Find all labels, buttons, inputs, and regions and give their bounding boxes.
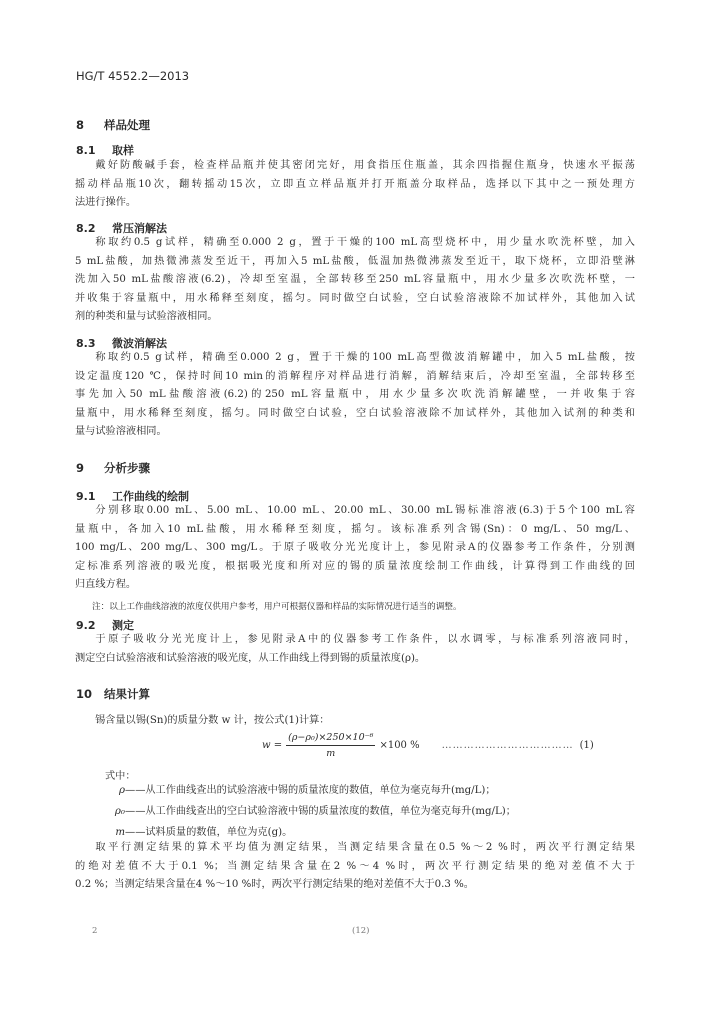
formula-rhs: ×100 % (379, 740, 420, 751)
section-8-1-body (75, 157, 635, 213)
standard-number: HG/T 4552.2—2013 (76, 69, 190, 83)
paragraph-line: 量与试验溶液相同。 (75, 426, 167, 438)
section-8-heading (76, 117, 150, 133)
section-9-number: 9 (76, 461, 85, 475)
formula-denominator: m (326, 748, 336, 759)
paragraph-line: 量瓶中，各加入10 mL盐酸，用水稀释至刻度，摇匀。该标准系列含锡(Sn)：0 mg/L、50 mg/L、 (75, 523, 635, 535)
paragraph-line: 称取约0.5 g试样，精确至0.000 2 g，置于干燥的100 mL高型烧杯中，用少量水吹洗杯壁，加入 (95, 237, 635, 248)
section-8-2-number: 8.2 (76, 222, 96, 235)
section-9-heading (76, 460, 150, 476)
paragraph-line: 测定空白试验溶液和试验溶液的吸光度，从工作曲线上得到锡的质量浓度(ρ)。 (75, 652, 426, 664)
paragraph-line: 并收集于容量瓶中，用水稀释至刻度，摇匀。同时做空白试验，空白试验溶液除不加试样外，其他加入试 (75, 292, 635, 304)
paragraph-line: 摇动样品瓶10次，翻转摇动15次，立即直立样品瓶并打开瓶盖分取样品，选择以下其中之一预处理方 (75, 178, 635, 190)
section-9-2-number: 9.2 (76, 619, 96, 632)
section-8-number: 8 (76, 118, 85, 132)
section-8-1-number: 8.1 (76, 144, 96, 157)
section-9-1-title: 工作曲线的绘制 (112, 490, 189, 503)
section-8-2-body (75, 234, 635, 327)
formula-lhs: w = (262, 740, 283, 751)
definition-text: ——从工作曲线查出的空白试验溶液中锡的质量浓度的数值，单位为毫克每升(mg/L)； (125, 806, 516, 817)
definition-text: ——从工作曲线查出的试验溶液中锡的质量浓度的数值，单位为毫克每升(mg/L)； (125, 785, 496, 796)
section-9-2-body (75, 631, 635, 668)
section-9-1-number: 9.1 (76, 490, 96, 503)
sheet-number: (12) (352, 926, 370, 936)
section-8-title: 样品处理 (104, 118, 150, 132)
section-8-1-heading (76, 142, 134, 158)
paragraph-line: 洗加入50 mL盐酸溶液(6.2)，冷却至室温，全部转移至250 mL容量瓶中，用水少量多次吹洗杯壁，一 (75, 274, 635, 286)
section-8-3-number: 8.3 (76, 337, 96, 350)
formula-leader-dots: ……………………………… (441, 740, 574, 751)
section-10-heading (76, 686, 150, 702)
where-label: 式中： (105, 771, 136, 782)
paragraph-line: 分别移取0.00 mL、5.00 mL、10.00 mL、20.00 mL、30.00 mL锡标准溶液(6.3)于5个100 mL容 (95, 505, 635, 516)
section-9-1-note: 注：以上工作曲线溶液的浓度仅供用户参考，用户可根据仪器和样品的实际情况进行适当的调整。 (92, 602, 462, 612)
section-8-2-title: 常压消解法 (112, 222, 167, 235)
definition-symbol: m (115, 827, 125, 838)
section-8-3-title: 微波消解法 (112, 337, 167, 350)
formula-number: (1) (579, 740, 594, 751)
section-8-1-title: 取样 (112, 144, 134, 157)
paragraph-line: 事先加入50 mL盐酸溶液(6.2)的250 mL容量瓶中，用水少量多次吹洗消解罐壁，一并收集于容 (75, 389, 635, 401)
paragraph-line: 取平行测定结果的算术平均值为测定结果，当测定结果含量在0.5 %～2 %时，两次平行测定结果 (95, 842, 635, 853)
paragraph-line: 5 mL盐酸，加热微沸蒸发至近干，再加入5 mL盐酸，低温加热微沸蒸发至近干，取下烧杯，立即沿壁淋 (75, 255, 635, 267)
paragraph-line: 100 mg/L、200 mg/L、300 mg/L。于原子吸收分光光度计上，参见附录A的仪器参考工作条件，分别测 (75, 542, 635, 554)
definition-text: ——试料质量的数值，单位为克(g)。 (125, 827, 293, 838)
formula-intro: 锡含量以锡(Sn)的质量分数 w 计，按公式(1)计算： (95, 715, 330, 726)
paragraph-line: 于原子吸收分光光度计上，参见附录A中的仪器参考工作条件，以水调零，与标准系列溶液同时， (95, 634, 635, 645)
section-8-3-body (75, 349, 635, 442)
paragraph-line: 设定温度120 ℃，保持时间10 min的消解程序对样品进行消解，消解结束后，冷却至室温，全部转移至 (75, 370, 635, 382)
section-9-2-title: 测定 (112, 619, 134, 632)
definition-symbol: ρ (119, 785, 125, 796)
paragraph-line: 定标准系列溶液的吸光度，根据吸光度和所对应的锡的质量浓度绘制工作曲线，计算得到工作曲线的回 (75, 560, 635, 572)
section-9-1-body (75, 502, 635, 595)
paragraph-line: 剂的种类和量与试验溶液相同。 (75, 311, 218, 323)
section-9-title: 分析步骤 (104, 461, 150, 475)
formula-fraction (286, 732, 375, 759)
paragraph-line: 法进行操作。 (75, 197, 137, 209)
paragraph-line: 称取约0.5 g试样，精确至0.000 2 g，置于干燥的100 mL高型微波消解罐中，加入5 mL盐酸，按 (95, 352, 635, 363)
page-number: 2 (92, 926, 98, 936)
section-10-title: 结果计算 (104, 687, 150, 701)
paragraph-line: 0.2 %；当测定结果含量在4 %～10 %时，两次平行测定结果的绝对差值不大于0.3 %。 (75, 879, 474, 891)
paragraph-line: 归直线方程。 (75, 579, 137, 591)
formula-1 (262, 732, 594, 759)
formula-numerator: (ρ−ρ₀)×250×10⁻⁶ (286, 732, 375, 746)
paragraph-line: 量瓶中，用水稀释至刻度，摇匀。同时做空白试验，空白试验溶液除不加试样外，其他加入试剂的种类和 (75, 407, 635, 419)
definition-symbol: ρ₀ (114, 806, 125, 817)
variable-definitions (105, 780, 516, 843)
definition-rho (105, 780, 516, 801)
definition-rho0 (105, 801, 516, 822)
paragraph-line: 的绝对差值不大于0.1 %；当测定结果含量在2 %～4 %时，两次平行测定结果的绝对差值不大于 (75, 860, 635, 872)
section-10-number: 10 (76, 687, 93, 701)
paragraph-line: 戴好防酸碱手套，检查样品瓶并使其密闭完好，用食指压住瓶盖，其余四指握住瓶身，快速水平振荡 (95, 160, 635, 171)
result-paragraph (75, 839, 635, 895)
